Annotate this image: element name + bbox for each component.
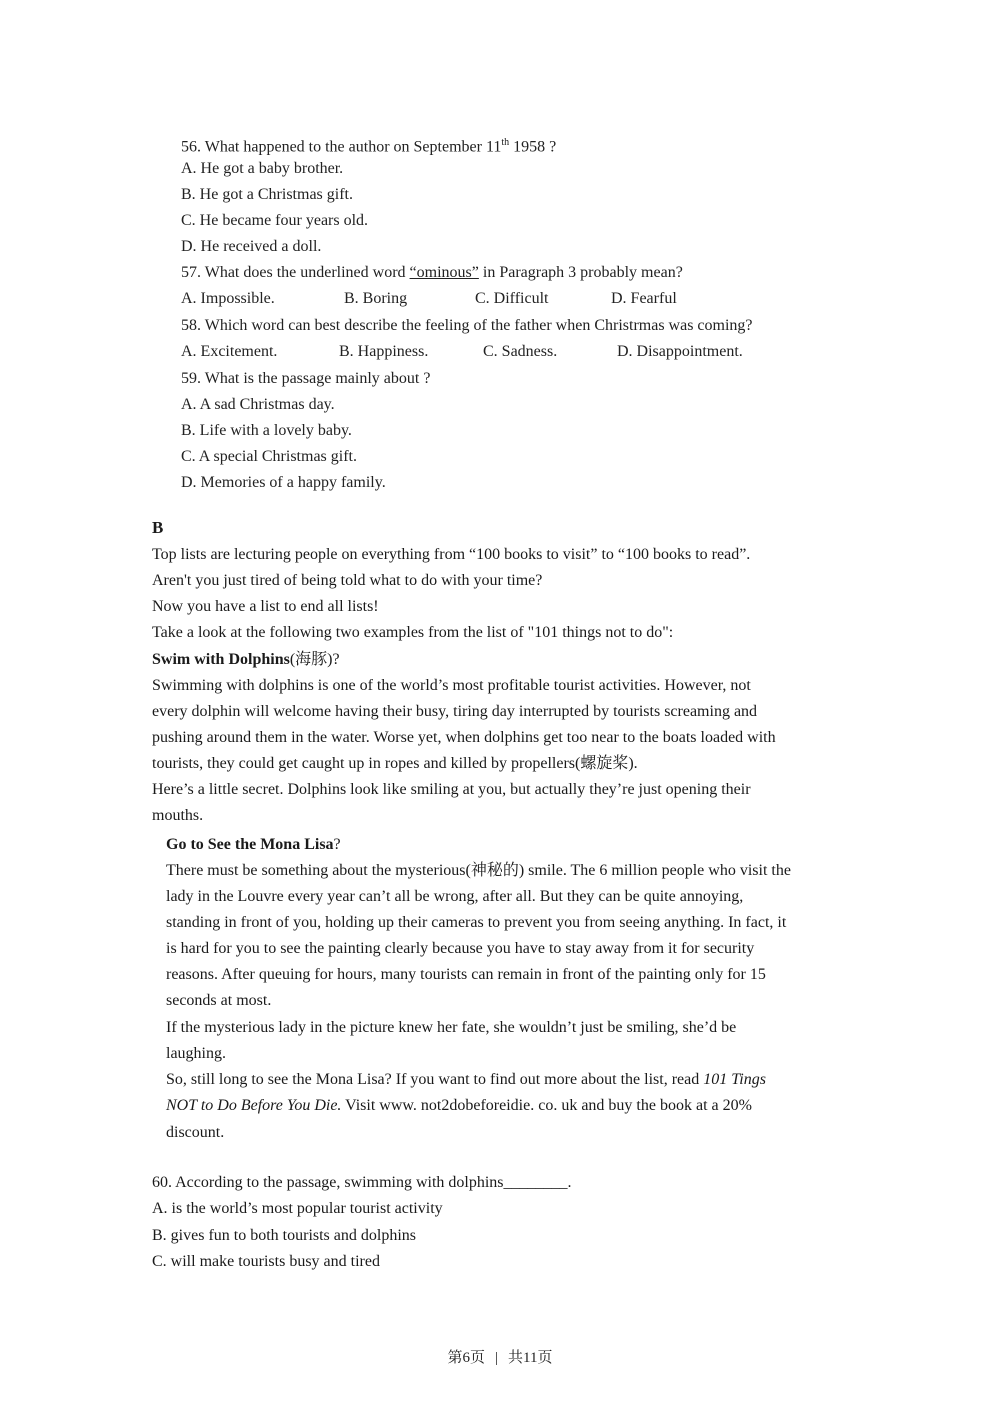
mona-paragraph-line: NOT to Do Before You Die. Visit www. not2dobeforeidie. co. uk and buy the book at a 20% bbox=[166, 1097, 752, 1114]
page-total: 共11页 bbox=[508, 1350, 553, 1366]
mona-paragraph-line: lady in the Louvre every year can’t all be wrong, after all. But they can be quite annoying, bbox=[166, 888, 744, 905]
section-heading: B bbox=[152, 518, 164, 537]
mona-paragraph-line: discount. bbox=[166, 1124, 225, 1141]
question-60-stem: 60. According to the passage, swimming with dolphins________. bbox=[152, 1174, 572, 1191]
question-57-option-b: B. Boring bbox=[344, 290, 408, 307]
dolphins-paragraph-line: pushing around them in the water. Worse yet, when dolphins get too near to the boats loaded with bbox=[152, 729, 776, 746]
dolphins-paragraph-line: every dolphin will welcome having their busy, tiring day interrupted by tourists screaming and bbox=[152, 703, 758, 720]
dolphins-paragraph-line: Swimming with dolphins is one of the world’s most profitable tourist activities. However, not bbox=[152, 677, 751, 694]
question-56-stem: 56. What happened to the author on September 11th 1958 ? bbox=[181, 137, 557, 156]
question-57-stem: 57. What does the underlined word “ominous” in Paragraph 3 probably mean? bbox=[181, 264, 683, 281]
intro-line: Now you have a list to end all lists! bbox=[152, 598, 379, 615]
question-56-option-b: B. He got a Christmas gift. bbox=[181, 186, 353, 203]
question-56-option-c: C. He became four years old. bbox=[181, 212, 369, 229]
question-59-option-b: B. Life with a lovely baby. bbox=[181, 422, 352, 439]
page-footer bbox=[0, 1346, 1000, 1367]
question-58-option-c: C. Sadness. bbox=[483, 343, 558, 360]
intro-line: Aren't you just tired of being told what to do with your time? bbox=[152, 572, 543, 589]
book-title: 101 Tings bbox=[703, 1071, 766, 1088]
question-58-option-d: D. Disappointment. bbox=[617, 343, 743, 360]
question-56-option-d: D. He received a doll. bbox=[181, 238, 322, 255]
mona-paragraph-line: laughing. bbox=[166, 1045, 226, 1062]
dolphins-paragraph-line: mouths. bbox=[152, 807, 204, 824]
question-59-option-a: A. A sad Christmas day. bbox=[181, 396, 335, 413]
page-number: 第6页 bbox=[447, 1350, 486, 1366]
mona-paragraph-line: seconds at most. bbox=[166, 992, 272, 1009]
mona-paragraph-line: If the mysterious lady in the picture knew her fate, she wouldn’t just be smiling, she’d be bbox=[166, 1019, 737, 1036]
question-60-option-c: C. will make tourists busy and tired bbox=[152, 1253, 380, 1270]
question-60-option-a: A. is the world’s most popular tourist activity bbox=[152, 1200, 443, 1217]
question-57-option-a: A. Impossible. bbox=[181, 290, 275, 307]
question-57-option-d: D. Fearful bbox=[611, 290, 677, 307]
question-60-option-b: B. gives fun to both tourists and dolphins bbox=[152, 1227, 416, 1244]
dolphins-paragraph-line: tourists, they could get caught up in ropes and killed by propellers(螺旋桨). bbox=[152, 755, 638, 772]
underlined-word: “ominous” bbox=[409, 264, 479, 281]
question-58-option-a: A. Excitement. bbox=[181, 343, 278, 360]
dolphins-title: Swim with Dolphins(海豚)? bbox=[152, 651, 340, 668]
book-title: NOT to Do Before You Die. bbox=[166, 1097, 342, 1114]
mona-paragraph-line: standing in front of you, holding up their cameras to prevent you from seeing anything. In fact, it bbox=[166, 914, 787, 931]
footer-separator: | bbox=[495, 1350, 499, 1366]
mona-lisa-title: Go to See the Mona Lisa? bbox=[166, 836, 341, 853]
intro-line: Top lists are lecturing people on everything from “100 books to visit” to “100 books to read”. bbox=[152, 546, 751, 563]
question-59-option-d: D. Memories of a happy family. bbox=[181, 474, 386, 491]
mona-paragraph-line: So, still long to see the Mona Lisa? If you want to find out more about the list, read 101 Tings bbox=[166, 1071, 766, 1088]
question-56-option-a: A. He got a baby brother. bbox=[181, 160, 344, 177]
question-59-stem: 59. What is the passage mainly about ? bbox=[181, 370, 431, 387]
mona-paragraph-line: There must be something about the mysterious(神秘的) smile. The 6 million people who visit the bbox=[166, 862, 791, 879]
question-58-option-b: B. Happiness. bbox=[339, 343, 429, 360]
dolphins-paragraph-line: Here’s a little secret. Dolphins look like smiling at you, but actually they’re just opening their bbox=[152, 781, 751, 798]
question-59-option-c: C. A special Christmas gift. bbox=[181, 448, 357, 465]
question-58-stem: 58. Which word can best describe the feeling of the father when Christrmas was coming? bbox=[181, 317, 753, 334]
intro-line: Take a look at the following two examples from the list of "101 things not to do": bbox=[152, 624, 674, 641]
mona-paragraph-line: is hard for you to see the painting clearly because you have to stay away from it for security bbox=[166, 940, 755, 957]
question-57-option-c: C. Difficult bbox=[475, 290, 549, 307]
mona-paragraph-line: reasons. After queuing for hours, many tourists can remain in front of the painting only for 15 bbox=[166, 966, 766, 983]
